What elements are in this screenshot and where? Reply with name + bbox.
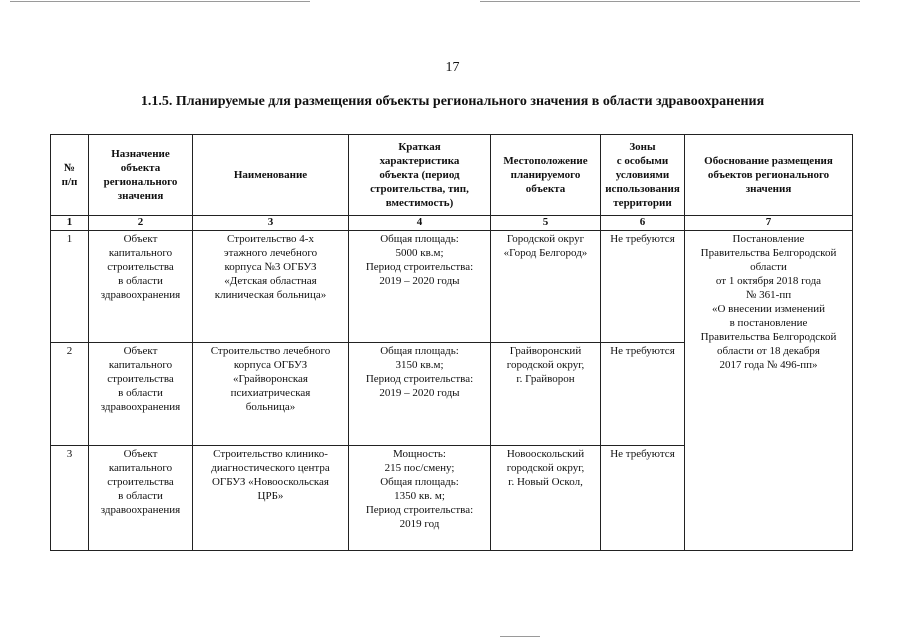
col-number: 2: [89, 216, 193, 231]
column-number-row: [51, 216, 853, 231]
col-number: 5: [491, 216, 601, 231]
table-row: [51, 231, 853, 343]
scan-artifact-bottom: [500, 636, 540, 637]
col-number: 7: [685, 216, 853, 231]
col-number: 3: [193, 216, 349, 231]
col-number: 6: [601, 216, 685, 231]
section-title: 1.1.5. Планируемые для размещения объекты регионального значения в области здравоохранения: [140, 94, 765, 109]
col-header-justification: Обоснование размещения объектов регионального значения: [685, 135, 853, 216]
row-name: Строительство лечебного корпуса ОГБУЗ «Грайворонская психиатрическая больница»: [193, 343, 349, 446]
row-purpose: Объект капитального строительства в области здравоохранения: [89, 446, 193, 551]
row-name: Строительство 4-х этажного лечебного корпуса №3 ОГБУЗ «Детская областная клиническая больница»: [193, 231, 349, 343]
col-number: 4: [349, 216, 491, 231]
scan-artifact-top-right: [480, 1, 860, 2]
col-header-zones: Зоны с особыми условиями использования территории: [601, 135, 685, 216]
scan-artifact-top-left: [10, 1, 310, 2]
col-header-purpose: Назначение объекта регионального значения: [89, 135, 193, 216]
col-header-characteristics: Краткая характеристика объекта (период строительства, тип, вместимость): [349, 135, 491, 216]
row-location: Новооскольский городской округ, г. Новый Оскол,: [491, 446, 601, 551]
col-header-location: Местоположение планируемого объекта: [491, 135, 601, 216]
row-purpose: Объект капитального строительства в области здравоохранения: [89, 231, 193, 343]
page-number: 17: [445, 60, 460, 75]
col-header-num: № п/п: [51, 135, 89, 216]
justification-cell: Постановление Правительства Белгородской области от 1 октября 2018 года № 361-пп «О внесении изменений в постановление Правительства Белгородской области от 18 декабря 2017 года № 496-пп»: [685, 231, 853, 551]
facilities-table: [50, 134, 853, 551]
row-number: 1: [51, 231, 89, 343]
row-location: Грайворонский городской округ, г. Грайворон: [491, 343, 601, 446]
col-header-name: Наименование: [193, 135, 349, 216]
col-number: 1: [51, 216, 89, 231]
row-zones: Не требуются: [601, 343, 685, 446]
row-number: 3: [51, 446, 89, 551]
row-location: Городской округ «Город Белгород»: [491, 231, 601, 343]
row-characteristics: Мощность: 215 пос/смену; Общая площадь: 1350 кв. м; Период строительства: 2019 год: [349, 446, 491, 551]
row-characteristics: Общая площадь: 5000 кв.м; Период строительства: 2019 – 2020 годы: [349, 231, 491, 343]
row-zones: Не требуются: [601, 446, 685, 551]
header-row: [51, 135, 853, 216]
row-characteristics: Общая площадь: 3150 кв.м; Период строительства: 2019 – 2020 годы: [349, 343, 491, 446]
row-name: Строительство клинико- диагностического центра ОГБУЗ «Новооскольская ЦРБ»: [193, 446, 349, 551]
row-number: 2: [51, 343, 89, 446]
row-purpose: Объект капитального строительства в области здравоохранения: [89, 343, 193, 446]
row-zones: Не требуются: [601, 231, 685, 343]
